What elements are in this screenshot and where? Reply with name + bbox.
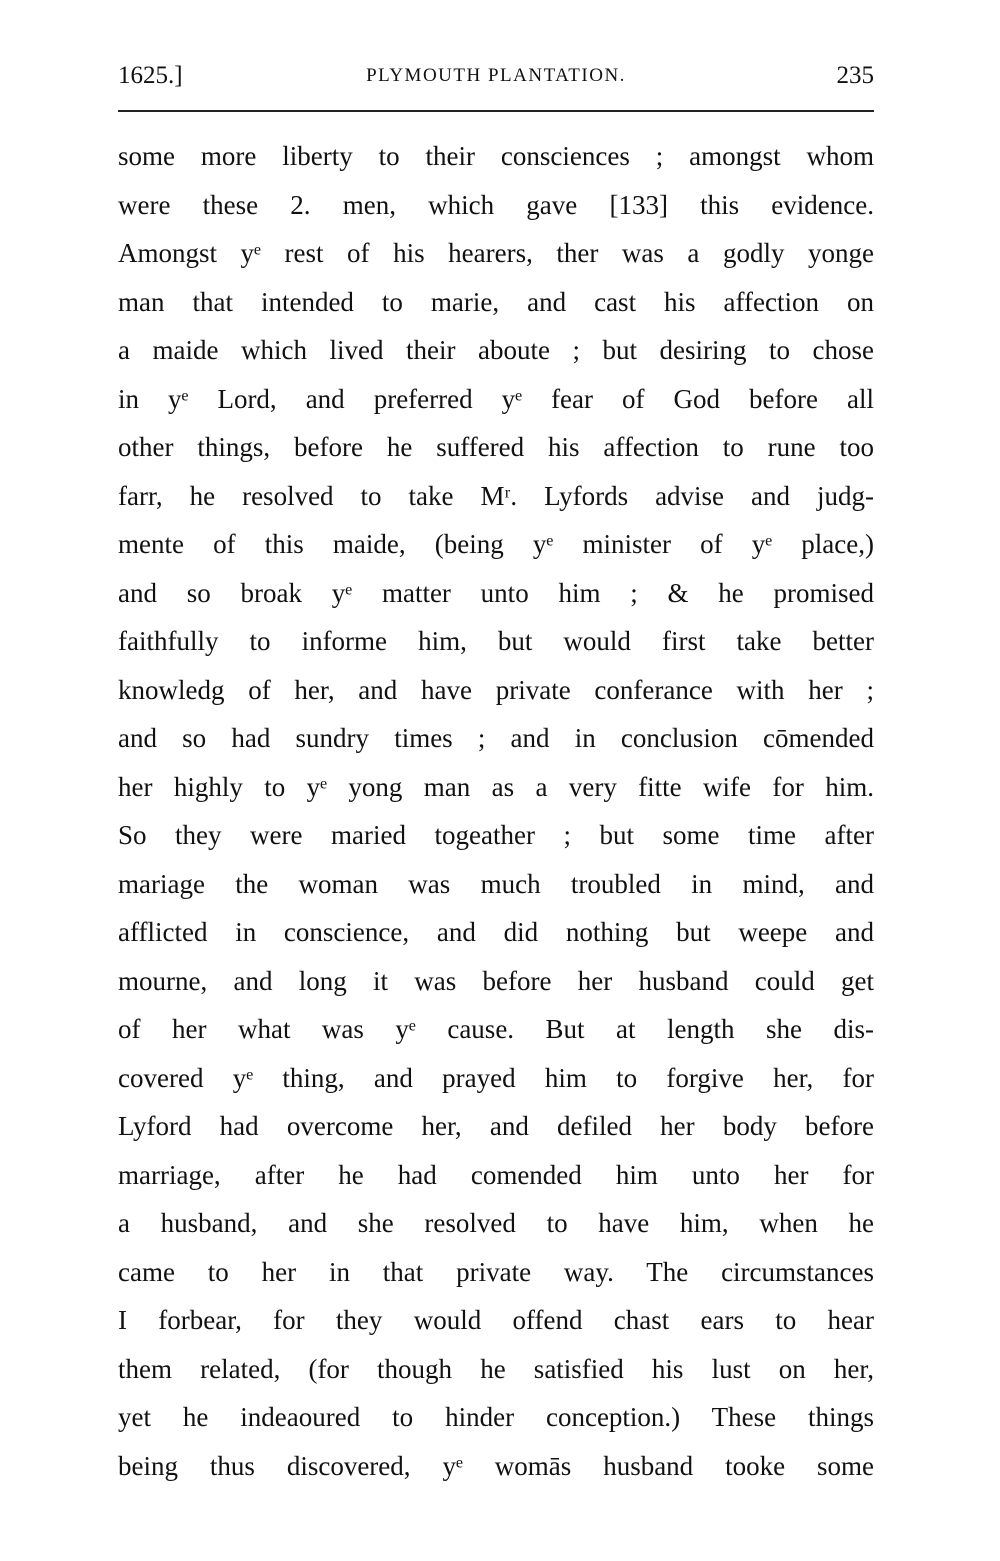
running-title: PLYMOUTH PLANTATION. bbox=[366, 65, 626, 86]
text-line: mourne, and long it was before her husband could get bbox=[118, 965, 874, 996]
text-line: in yᵉ Lord, and preferred yᵉ fear of God before all bbox=[118, 383, 874, 414]
text-line: afflicted in conscience, and did nothing but weepe and bbox=[118, 917, 874, 947]
body-text bbox=[118, 132, 874, 1490]
book-page bbox=[118, 0, 874, 1561]
text-line: yet he indeaoured to hinder conception.) These things bbox=[118, 1402, 874, 1432]
text-line: marriage, after he had comended him unto her for bbox=[118, 1159, 874, 1190]
text-line: came to her in that private way. The circumstances bbox=[118, 1256, 874, 1287]
text-line: a husband, and she resolved to have him, when he bbox=[118, 1208, 874, 1238]
text-line: covered yᵉ thing, and prayed him to forgive her, for bbox=[118, 1062, 874, 1093]
text-line: Lyford had overcome her, and defiled her body before bbox=[118, 1111, 874, 1141]
text-line: knowledg of her, and have private conferance with her ; bbox=[118, 674, 874, 705]
text-line: her highly to yᵉ yong man as a very fitte wife for him. bbox=[118, 771, 874, 802]
header-year: 1625.] bbox=[118, 62, 183, 89]
text-line: were these 2. men, which gave [133] this evidence. bbox=[118, 189, 874, 220]
text-line: mente of this maide, (being yᵉ minister of yᵉ place,) bbox=[118, 529, 874, 559]
page-header bbox=[118, 58, 874, 94]
page-number: 235 bbox=[836, 62, 874, 89]
text-line: man that intended to marie, and cast his affection on bbox=[118, 286, 874, 317]
text-line: farr, he resolved to take Mʳ. Lyfords advise and judg- bbox=[118, 480, 874, 511]
header-rule bbox=[118, 110, 874, 112]
text-line: and so had sundry times ; and in conclusion cōmended bbox=[118, 723, 874, 753]
text-line: So they were maried togeather ; but some time after bbox=[118, 820, 874, 850]
text-line: a maide which lived their aboute ; but desiring to chose bbox=[118, 335, 874, 365]
text-line: being thus discovered, yᵉ womās husband tooke some bbox=[118, 1450, 874, 1481]
text-line: mariage the woman was much troubled in mind, and bbox=[118, 868, 874, 899]
text-line: other things, before he suffered his affection to rune too bbox=[118, 432, 874, 462]
text-line: I forbear, for they would offend chast ears to hear bbox=[118, 1305, 874, 1335]
text-line: some more liberty to their consciences ; amongst whom bbox=[118, 141, 874, 171]
text-line: of her what was yᵉ cause. But at length she dis- bbox=[118, 1014, 874, 1044]
text-line: Amongst yᵉ rest of his hearers, ther was a godly yonge bbox=[118, 238, 874, 268]
text-line: them related, (for though he satisfied his lust on her, bbox=[118, 1353, 874, 1384]
text-line: faithfully to informe him, but would first take better bbox=[118, 626, 874, 656]
text-line: and so broak yᵉ matter unto him ; & he promised bbox=[118, 577, 874, 608]
